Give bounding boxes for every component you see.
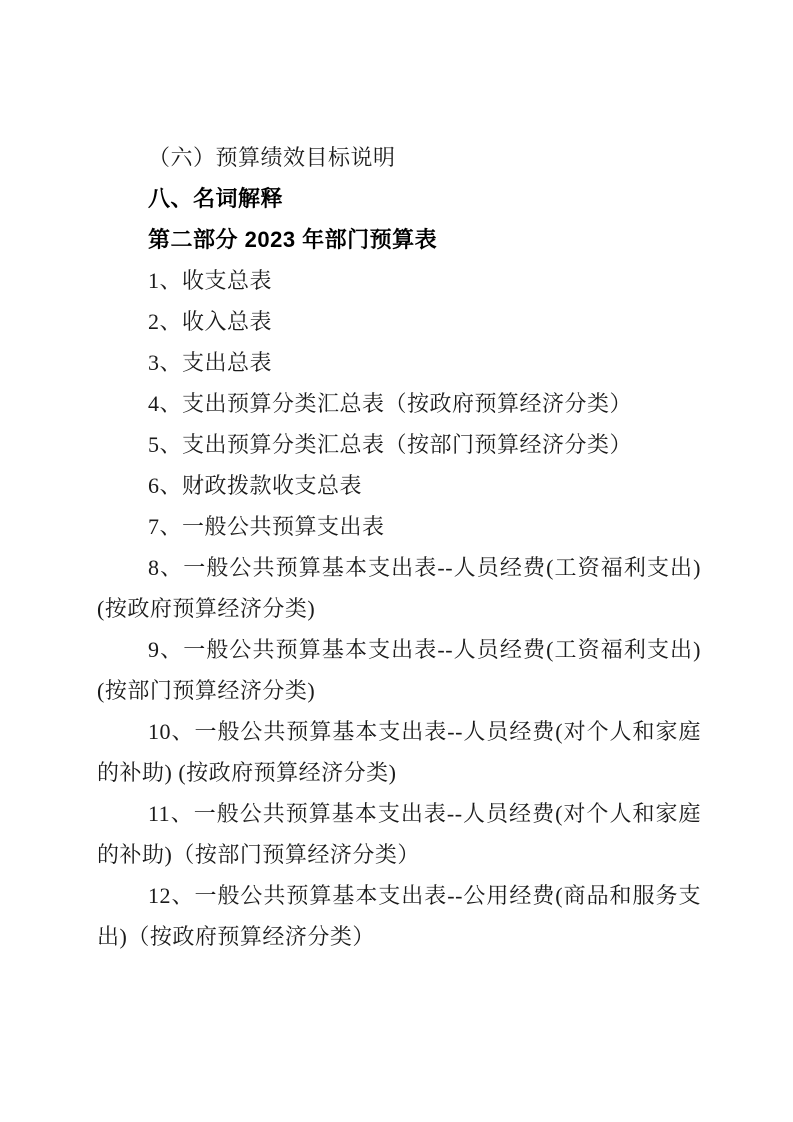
toc-item-1: 1、收支总表 [148,268,273,293]
toc-item-11: 11、一般公共预算基本支出表--人员经费(对个人和家庭的补助)（按部门预算经济分类） [97,801,701,867]
toc-item-7: 7、一般公共预算支出表 [148,514,385,539]
heading-section-8-glossary: 八、名词解释 [148,186,284,211]
toc-item-2: 2、收入总表 [148,309,273,334]
toc-line-budget-performance-note: （六）预算绩效目标说明 [148,145,396,170]
toc-item-6: 6、财政拨款收支总表 [148,473,363,498]
toc-item-12: 12、一般公共预算基本支出表--公用经费(商品和服务支出)（按政府预算经济分类） [97,883,701,949]
toc-item-9: 9、一般公共预算基本支出表--人员经费(工资福利支出) (按部门预算经济分类) [97,637,701,703]
heading-part-2-budget-tables: 第二部分 2023 年部门预算表 [148,227,438,252]
document-body [97,137,701,957]
toc-item-3: 3、支出总表 [148,350,273,375]
toc-item-4: 4、支出预算分类汇总表（按政府预算经济分类） [148,391,633,416]
toc-item-5: 5、支出预算分类汇总表（按部门预算经济分类） [148,432,633,457]
toc-item-8: 8、一般公共预算基本支出表--人员经费(工资福利支出) (按政府预算经济分类) [97,555,701,621]
toc-item-10: 10、一般公共预算基本支出表--人员经费(对个人和家庭的补助) (按政府预算经济分类) [97,719,701,785]
